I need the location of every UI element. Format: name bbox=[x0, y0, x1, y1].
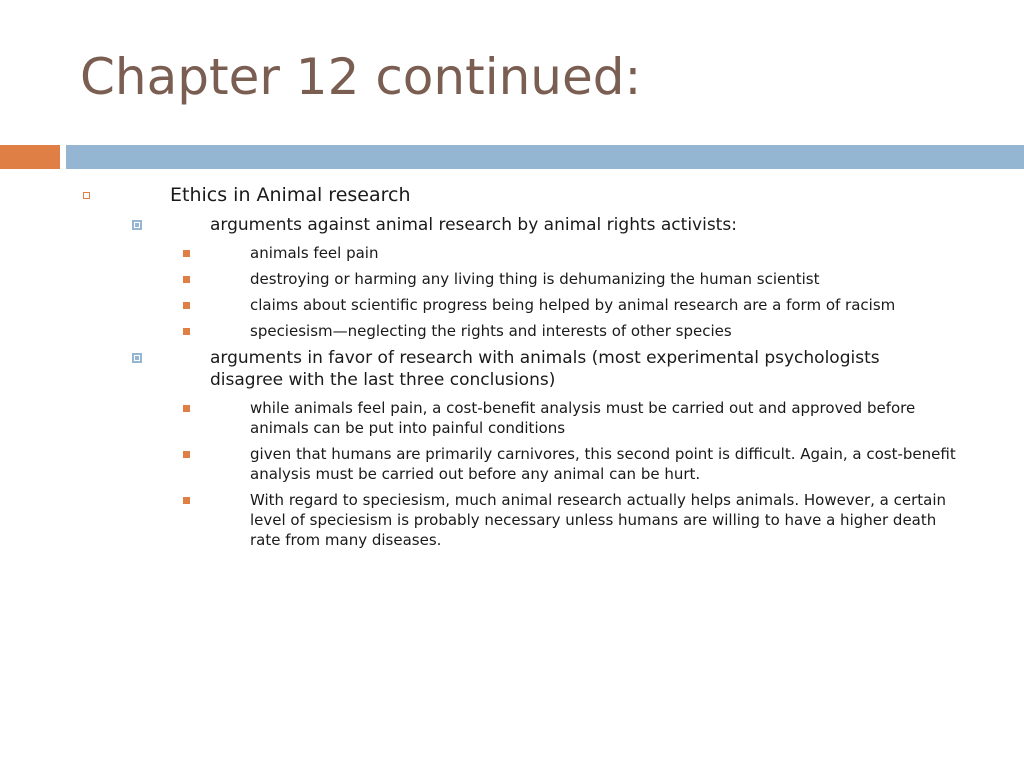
against-heading: arguments against animal research by animal rights activists: bbox=[210, 215, 737, 235]
filled-square-bullet-icon bbox=[183, 405, 190, 412]
bullet-level2 bbox=[0, 214, 930, 236]
against-point: speciesism—neglecting the rights and interests of other species bbox=[250, 322, 732, 340]
against-point: animals feel pain bbox=[250, 244, 379, 262]
topic-text: Ethics in Animal research bbox=[170, 184, 411, 206]
bullet-level3 bbox=[0, 243, 960, 263]
bullet-level2 bbox=[0, 347, 930, 391]
favor-point: while animals feel pain, a cost-benefit analysis must be carried out and approved before animals can be put into painful conditions bbox=[250, 399, 916, 437]
bullet-level3 bbox=[0, 398, 960, 438]
filled-square-bullet-icon bbox=[183, 276, 190, 283]
filled-square-bullet-icon bbox=[183, 302, 190, 309]
filled-square-bullet-icon bbox=[183, 451, 190, 458]
filled-square-bullet-icon bbox=[183, 497, 190, 504]
square-bullet-icon bbox=[132, 353, 142, 363]
bullet-level3 bbox=[0, 269, 960, 289]
filled-square-bullet-icon bbox=[183, 250, 190, 257]
hollow-square-bullet-icon bbox=[83, 192, 90, 199]
accent-bar-blue bbox=[66, 145, 1024, 169]
bullet-level3 bbox=[0, 295, 960, 315]
favor-point: With regard to speciesism, much animal research actually helps animals. However, a certain level of speciesism is probably necessary unless humans are willing to have a higher death rate from many diseases. bbox=[250, 491, 946, 549]
slide-content bbox=[0, 182, 1024, 556]
bullet-level3 bbox=[0, 444, 960, 484]
against-point: destroying or harming any living thing is dehumanizing the human scientist bbox=[250, 270, 820, 288]
favor-point: given that humans are primarily carnivores, this second point is difficult. Again, a cost-benefit analysis must be carried out before any animal can be hurt. bbox=[250, 445, 956, 483]
against-point: claims about scientific progress being helped by animal research are a form of racism bbox=[250, 296, 896, 314]
accent-bar-orange bbox=[0, 145, 60, 169]
filled-square-bullet-icon bbox=[183, 328, 190, 335]
bullet-level3 bbox=[0, 321, 960, 341]
favor-heading: arguments in favor of research with animals (most experimental psychologists disagree with the last three conclusions) bbox=[210, 348, 880, 390]
bullet-level1 bbox=[0, 182, 990, 208]
slide-title: Chapter 12 continued: bbox=[80, 48, 642, 106]
square-bullet-icon bbox=[132, 220, 142, 230]
bullet-level3 bbox=[0, 490, 960, 550]
